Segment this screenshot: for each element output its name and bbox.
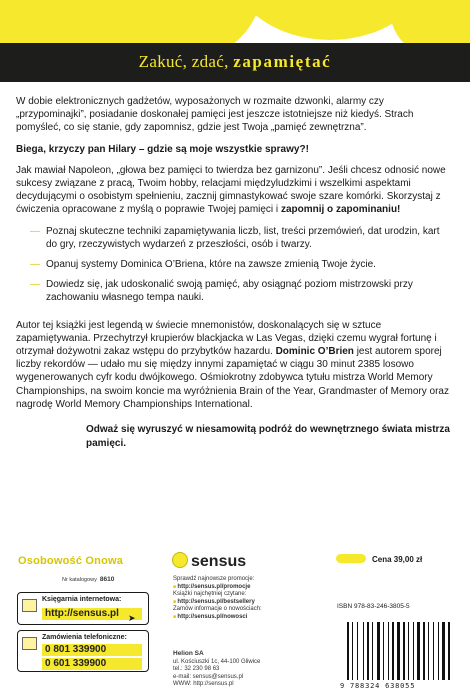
body-text: Jak mawiał Napoleon, „głowa bez pamięci to twierdza bez garnizonu”. Jeśli chcesz odnosić nowe sukcesy związane z pracą, Twoim hobby, relacjami międzyludzkimi i wszelkimi aspektami decydującymi o osobistym spełnieniu, zacznij gimnastykować swoje szare komórki. Skorzystaj z ćwiczenia opracowane z myślą o poprawie Twojej pamięci i: [16, 164, 446, 216]
body-bold: zapomnij o zapominaniu!: [280, 204, 401, 216]
barcode: [347, 618, 460, 680]
author-paragraph: [16, 319, 452, 411]
promo-link[interactable]: ■ http://sensus.pl/bestsellery: [173, 599, 313, 607]
promo-link[interactable]: ■ http://sensus.pl/promocje: [173, 584, 313, 592]
phone-number[interactable]: 0 801 339900: [42, 644, 142, 656]
catalog-number: Nr katalogowy 8610: [62, 576, 115, 583]
author-name: Dominic O’Brien: [275, 346, 354, 358]
list-item: — Dowiedz się, jak udoskonalić swoją pamięć, aby osiągnąć poziom mistrzowski przy zachowaniu własnego tempa nauki.: [32, 278, 452, 304]
list-item: — Poznaj skuteczne techniki zapamiętywania liczb, list, treści przemówień, dat urodzin, kart do gry, rzeczywistych wydarzeń z przeszłości, osób i twarzy.: [32, 225, 452, 251]
online-shop-box: [17, 592, 149, 625]
title-prefix: Zakuć, zdać,: [138, 52, 234, 71]
intro-paragraph: W dobie elektronicznych gadżetów, wyposażonych w rozmaite dzwonki, alarmy czy „przypominajki”, posiadanie doskonałej pamięci jest jeszcze istotniejsze niż kiedyś. Strach pomyśleć, co się stanie, gdy zapomnisz, gdzie jest Twoja „pamięć zewnętrzna”.: [16, 96, 414, 134]
series-logo: Osobowość Onowa: [18, 555, 124, 567]
online-shop-label: Księgarnia internetowa:: [42, 596, 122, 603]
monitor-icon: [22, 599, 37, 612]
phone-orders-label: Zamówienia telefoniczne:: [42, 634, 127, 641]
title-bold: zapamiętać: [233, 52, 332, 71]
phone-icon: [22, 637, 37, 650]
publisher-address: Helion SA ul. Kościuszki 1c, 44-100 Gliwice tel.: 32 230 98 63 e-mail: sensus@sensus.pl WWW: http://sensus.pl: [173, 650, 261, 688]
page-title: [0, 52, 470, 72]
price-marker: [336, 554, 366, 563]
description: [16, 95, 452, 458]
shop-url[interactable]: http://sensus.pl: [42, 608, 142, 620]
promo-links: Sprawdź najnowsze promocje: ■ http://sensus.pl/promocje Książki najchętniej czytane: ■ http://sensus.pl/bestsellery Zamów informacje o nowościach: ■ http://sensus.pl/nowosci: [173, 576, 313, 622]
publisher-logo: sensus: [172, 552, 246, 571]
phone-number[interactable]: 0 601 339900: [42, 658, 142, 670]
list-item: — Opanuj systemy Dominica O’Briena, które na zawsze zmienią Twoje życie.: [32, 258, 452, 271]
bullet-list: [32, 225, 452, 305]
cursor-icon: ➤: [128, 613, 136, 623]
phone-orders-box: [17, 630, 149, 672]
promo-link[interactable]: ■ http://sensus.pl/nowosci: [173, 614, 313, 622]
footer: [0, 548, 470, 700]
sensus-icon: [172, 552, 188, 568]
author-text-cont: jest autorem sporej liczby rekordów — udało mu się między innymi zapamiętać w ciągu 30 minut 2385 losowo wygenerowanych cyfr kodu dwójkowego. Ośmiokrotny zdobywca tytułu mistrza World Memory Championships, na swoim koncie ma wyróżnienia Brain of the Year, Grandmaster of Memory oraz nagrodę World Memory Championships International.: [16, 346, 449, 410]
body-paragraph: [16, 164, 452, 217]
barcode-digits: 9 788324 638055: [340, 682, 416, 690]
author-text: Autor tej książki jest legendą w świecie mnemonistów, doskonalących się w sztuce zapamiętywania. Przechytrzył krupierów blackjacka w Las Vegas, dzięki czemu wygrał fortunę i otrzymał dożywotni zakaz wstępu do przybytków hazardu.: [16, 319, 437, 358]
lead-sentence: Biega, krzyczy pan Hilary – gdzie są moje wszystkie sprawy?!: [16, 143, 309, 155]
price: Cena 39,00 zł: [336, 554, 456, 564]
isbn: ISBN 978-83-246-3805-5: [337, 603, 410, 610]
closing-sentence: Odważ się wyruszyć w niesamowitą podróż do wewnętrznego świata mistrza pamięci.: [86, 424, 450, 449]
